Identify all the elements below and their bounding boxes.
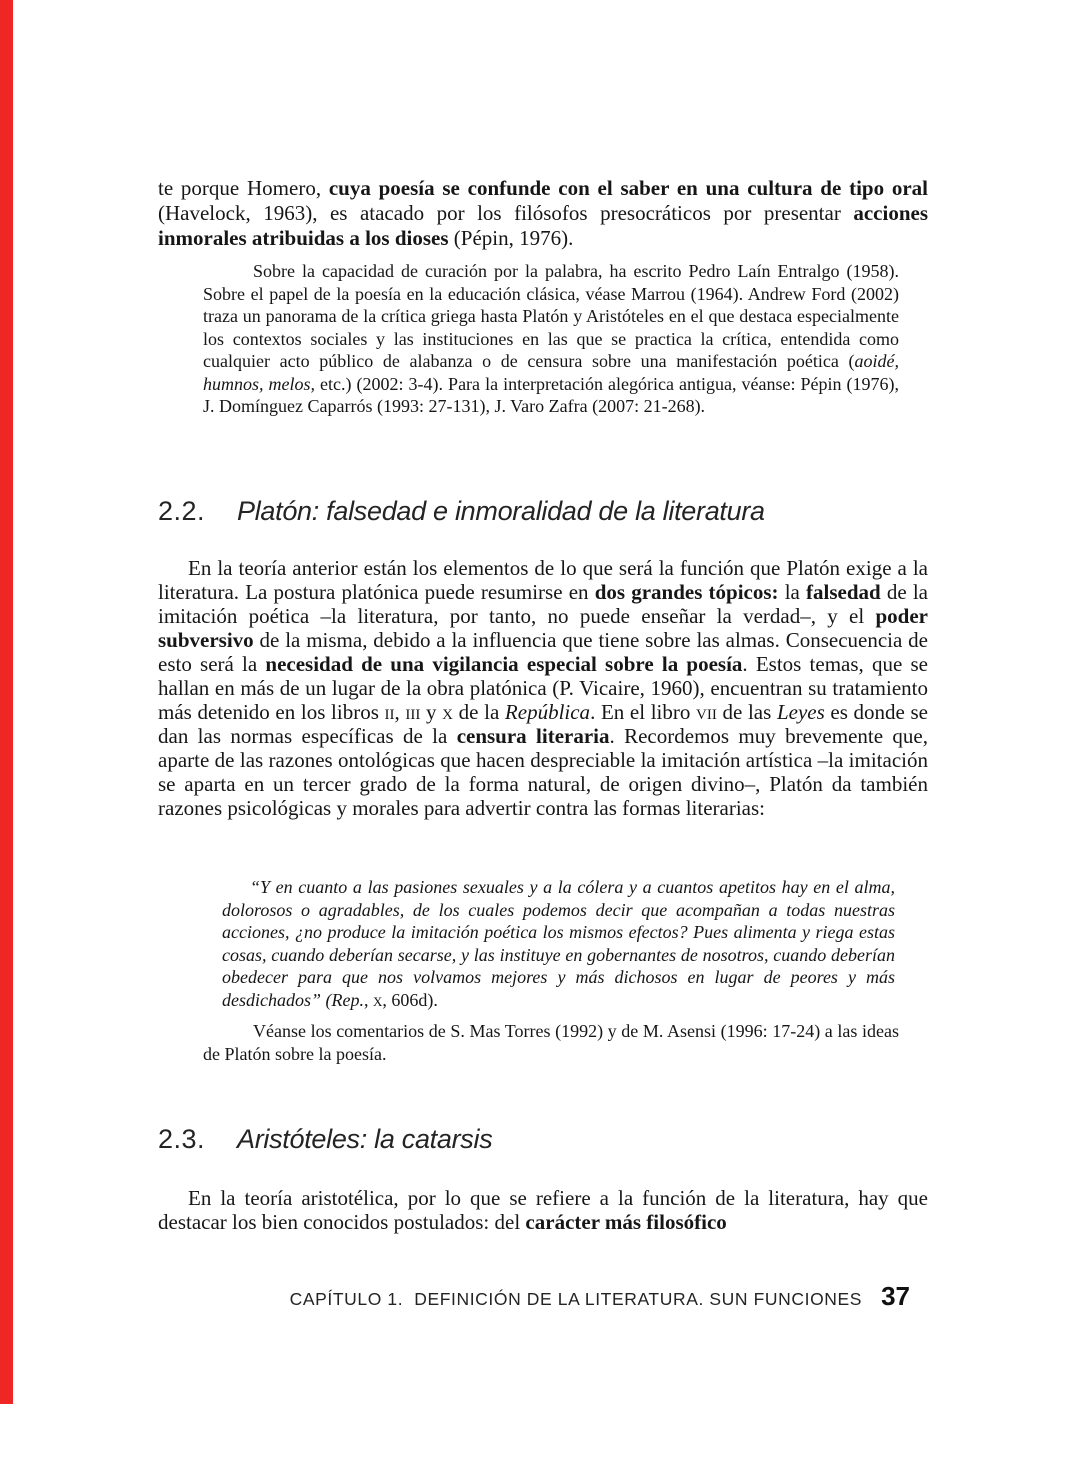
page-number: 37 xyxy=(881,1281,910,1311)
footer-chapter-title: DEFINICIÓN DE LA LITERATURA. SUN FUNCIONES xyxy=(414,1289,863,1309)
footnote-paragraph: Sobre la capacidad de curación por la palabra, ha escrito Pedro Laín Entralgo (1958). Sobre el papel de la poesía en la educación clásica, véase Marrou (1964). Andrew Ford (2002) traza un panorama de la crítica griega hasta Platón y Aristóteles en el que destaca especialmente los contextos sociales y las instituciones en las que se practica la crítica, entendida como cualquier acto público de alabanza o de censura sobre una manifestación poética (aoidé, humnos, melos, etc.) (2002: 3-4). Para la interpretación alegórica antigua, véanse: Pépin (1976), J. Domínguez Caparrós (1993: 27-131), J. Varo Zafra (2007: 21-268). xyxy=(203,261,900,416)
section-number: 2.2. xyxy=(158,496,206,526)
block-quote: “Y en cuanto a las pasiones sexuales y a la cólera y a cuantos apetitos hay en el alma, dolorosos o agradables, de los cuales podemos decir que acompañan a todas nuestras acciones, ¿no produce la imitación poética los mismos efectos? Pues alimenta y riega estas cosas, cuando deberían secarse, y las instituye en gobernantes de nosotros, cuando deberían obedecer para que nos volvamos mejores y más dichosos en lugar de peores y más desdichados” (Rep., x, 606d). xyxy=(222,877,895,1010)
section-title: Platón: falsedad e inmoralidad de la literatura xyxy=(237,496,765,526)
section-number: 2.3. xyxy=(158,1124,206,1154)
section-heading-2-2 xyxy=(158,496,765,527)
body-paragraph-continued: te porque Homero, cuya poesía se confunde con el saber en una cultura de tipo oral (Havelock, 1963), es atacado por los filósofos presocráticos por presentar acciones inmorales atribuidas a los dioses (Pépin, 1976). xyxy=(158,176,928,250)
body-paragraph: En la teoría aristotélica, por lo que se refiere a la función de la literatura, hay que destacar los bien conocidos postulados: del carácter más filosófico xyxy=(158,1186,928,1234)
red-edge-bar xyxy=(0,0,13,1404)
footnote-paragraph: Véanse los comentarios de S. Mas Torres (1992) y de M. Asensi (1996: 17-24) a las ideas de Platón sobre la poesía. xyxy=(203,1021,899,1064)
section-title: Aristóteles: la catarsis xyxy=(237,1124,493,1154)
footer-chapter-label: CAPÍTULO 1. xyxy=(289,1289,404,1309)
body-paragraph: En la teoría anterior están los elementos de lo que será la función que Platón exige a la literatura. La postura platónica puede resumirse en dos grandes tópicos: la falsedad de la imitación poética –la literatura, por tanto, no puede enseñar la verdad–, y el poder subversivo de la misma, debido a la influencia que tiene sobre las almas. Consecuencia de esto será la necesidad de una vigilancia especial sobre la poesía. Estos temas, que se hallan en más de un lugar de la obra platónica (P. Vicaire, 1960), encuentran su tratamiento más detenido en los libros ii, iii y x de la República. En el libro vii de las Leyes es donde se dan las normas específicas de la censura literaria. Recordemos muy brevemente que, aparte de las razones ontológicas que hacen despreciable la imitación artística –la imitación se aparta en un tercer grado de la forma natural, de origen divino–, Platón da también razones psicológicas y morales para advertir contra las formas literarias: xyxy=(158,556,928,820)
page-footer xyxy=(158,1281,910,1312)
section-heading-2-3 xyxy=(158,1124,492,1155)
